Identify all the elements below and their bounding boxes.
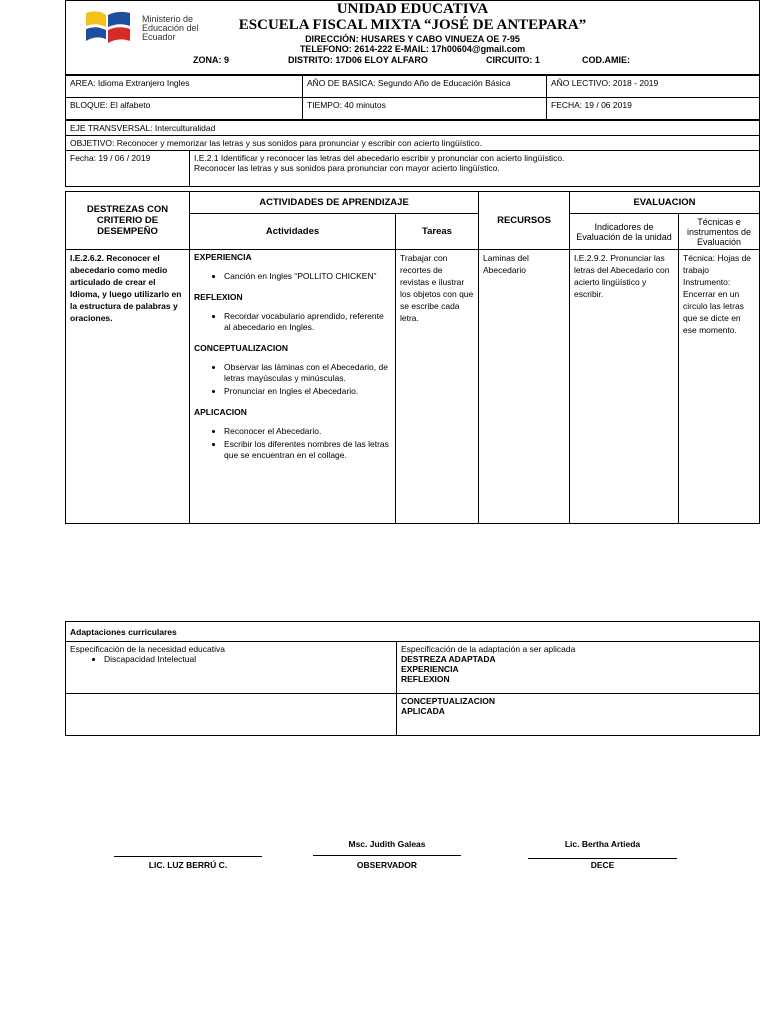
ie-line-1: I.E.2.1 Identificar y reconocer las letras del abecedario escribir y pronunciar con acierto lingüístico. <box>194 153 565 163</box>
ie-cell <box>190 151 760 187</box>
adaptacion-label: Especificación de la adaptación a ser aplicada <box>401 644 576 654</box>
objetivo-cell: OBJETIVO: Reconocer y memorizar las letras y sus sonidos para pronunciar y escribir con acierto lingüístico. <box>66 136 760 151</box>
adaptacion-item-4: CONCEPTUALIZACION <box>401 696 495 706</box>
header-indicadores: Indicadores de Evaluación de la unidad <box>570 214 679 250</box>
indicador-cell: I.E.2.9.2. Pronunciar las letras del Abecedario con acierto lingüístico y escribir. <box>570 250 679 524</box>
fecha2-cell: Fecha: 19 / 06 / 2019 <box>66 151 190 187</box>
adaptacion-item-3: REFLEXION <box>401 674 450 684</box>
necesidad-cell <box>66 642 397 694</box>
ministry-logo-text: Ministerio de Educación del Ecuador <box>142 14 199 42</box>
adaptaciones-table <box>65 621 760 736</box>
adaptacion-cell <box>397 642 760 694</box>
conceptualizacion-list <box>194 362 391 397</box>
ie-line-2: Reconocer las letras y sus sonidos para pronunciar con mayor acierto lingüístico. <box>194 163 500 173</box>
aplicacion-list <box>194 426 391 461</box>
conceptualizacion-item-2: • Pronunciar en Ingles el Abecedario. <box>224 386 391 397</box>
objective-table <box>65 120 760 187</box>
reflexion-item: • Recordar vocabulario aprendido, referente al abecedario en Ingles. <box>224 311 391 333</box>
area-cell: AREA: Idioma Extranjero Ingles <box>66 76 303 98</box>
necesidad-empty-cell <box>66 694 397 736</box>
signature-line-1 <box>114 856 262 857</box>
codamie-label: COD.AMIE: <box>582 55 630 65</box>
signature-1-role: LIC. LUZ BERRÚ C. <box>148 860 228 870</box>
tiempo-cell: TIEMPO: 40 minutos <box>303 98 547 120</box>
header-actividades: Actividades <box>190 214 396 250</box>
signature-line-2 <box>313 855 461 856</box>
reflexion-title: REFLEXION <box>194 292 243 302</box>
header-evaluacion: EVALUACION <box>570 192 760 214</box>
school-name: ESCUELA FISCAL MIXTA “JOSÉ DE ANTEPARA” <box>238 17 587 33</box>
conceptualizacion-item-1: • Observar las láminas con el Abecedario, de letras mayúsculas y minúsculas. <box>224 362 391 384</box>
adaptacion-item-1: DESTREZA ADAPTADA <box>401 654 496 664</box>
signature-line-3 <box>528 858 677 859</box>
header-destrezas: DESTREZAS CON CRITERIO DE DESEMPEÑO <box>66 192 190 250</box>
necesidad-list <box>70 654 392 664</box>
necesidad-label: Especificación de la necesidad educativa <box>70 644 225 654</box>
header-actividades-aprendizaje: ACTIVIDADES DE APRENDIZAJE <box>190 192 479 214</box>
header-tareas: Tareas <box>396 214 479 250</box>
aplicacion-item-2: • Escribir los diferentes nombres de las letras que se encuentran en el collage. <box>224 439 391 461</box>
destreza-cell: I.E.2.6.2. Reconocer el abecedario como medio articulado de crear el Idioma, y luego utilizarlo en la estructura de palabras y oraciones. <box>66 250 190 524</box>
fecha-cell: FECHA: 19 / 06 2019 <box>547 98 760 120</box>
aplicacion-item-1: • Reconocer el Abecedario. <box>224 426 391 437</box>
necesidad-item: • Discapacidad Intelectual <box>104 654 392 664</box>
anio-basica-cell: AÑO DE BASICA: Segundo Año de Educación Básica <box>303 76 547 98</box>
school-address: DIRECCIÓN: HUSARES Y CABO VINUEZA OE 7-95 <box>305 34 520 44</box>
circuito-label: CIRCUITO: 1 <box>486 55 540 65</box>
aplicacion-title: APLICACION <box>194 407 247 417</box>
actividades-cell <box>190 250 396 524</box>
plan-table <box>65 191 760 524</box>
bloque-cell: BLOQUE: El alfabeto <box>66 98 303 120</box>
tecnica-cell: Técnica: Hojas de trabajo Instrumento: Encerrar en un circulo las letras que se dicte en ese momento. <box>679 250 760 524</box>
signature-3-name: Lic. Bertha Artieda <box>564 839 641 849</box>
distrito-label: DISTRITO: 17D06 ELOY ALFARO <box>288 55 428 65</box>
zona-label: ZONA: 9 <box>193 55 229 65</box>
document-header <box>65 0 760 75</box>
adaptacion-item-5: APLICADA <box>401 706 445 716</box>
school-type: UNIDAD EDUCATIVA <box>336 1 489 17</box>
adaptaciones-title: Adaptaciones curriculares <box>66 622 760 642</box>
conceptualizacion-title: CONCEPTUALIZACION <box>194 343 288 353</box>
anio-lectivo-cell: AÑO LECTIVO: 2018 - 2019 <box>547 76 760 98</box>
signature-2-role: OBSERVADOR <box>356 860 418 870</box>
tareas-cell: Trabajar con recortes de revistas e ilustrar los objetos con que se escribe cada letra. <box>396 250 479 524</box>
info-table <box>65 75 760 120</box>
signature-2-name: Msc. Judith Galeas <box>348 839 426 849</box>
reflexion-list <box>194 311 391 333</box>
experiencia-title: EXPERIENCIA <box>194 252 252 262</box>
experiencia-item: • Canción en Ingles “POLLITO CHICKEN” <box>224 271 391 282</box>
school-phone-email: TELEFONO: 2614-222 E-MAIL: 17h00604@gmail.com <box>299 44 526 54</box>
signature-3-role: DECE <box>590 860 615 870</box>
experiencia-list <box>194 271 391 282</box>
header-tecnicas: Técnicas e instrumentos de Evaluación <box>679 214 760 250</box>
recursos-cell: Laminas del Abecedario <box>479 250 570 524</box>
adaptacion-cell-2 <box>397 694 760 736</box>
adaptacion-item-2: EXPERIENCIA <box>401 664 459 674</box>
header-recursos: RECURSOS <box>479 192 570 250</box>
eje-transversal-cell: EJE TRANSVERSAL: Interculturalidad <box>66 121 760 136</box>
